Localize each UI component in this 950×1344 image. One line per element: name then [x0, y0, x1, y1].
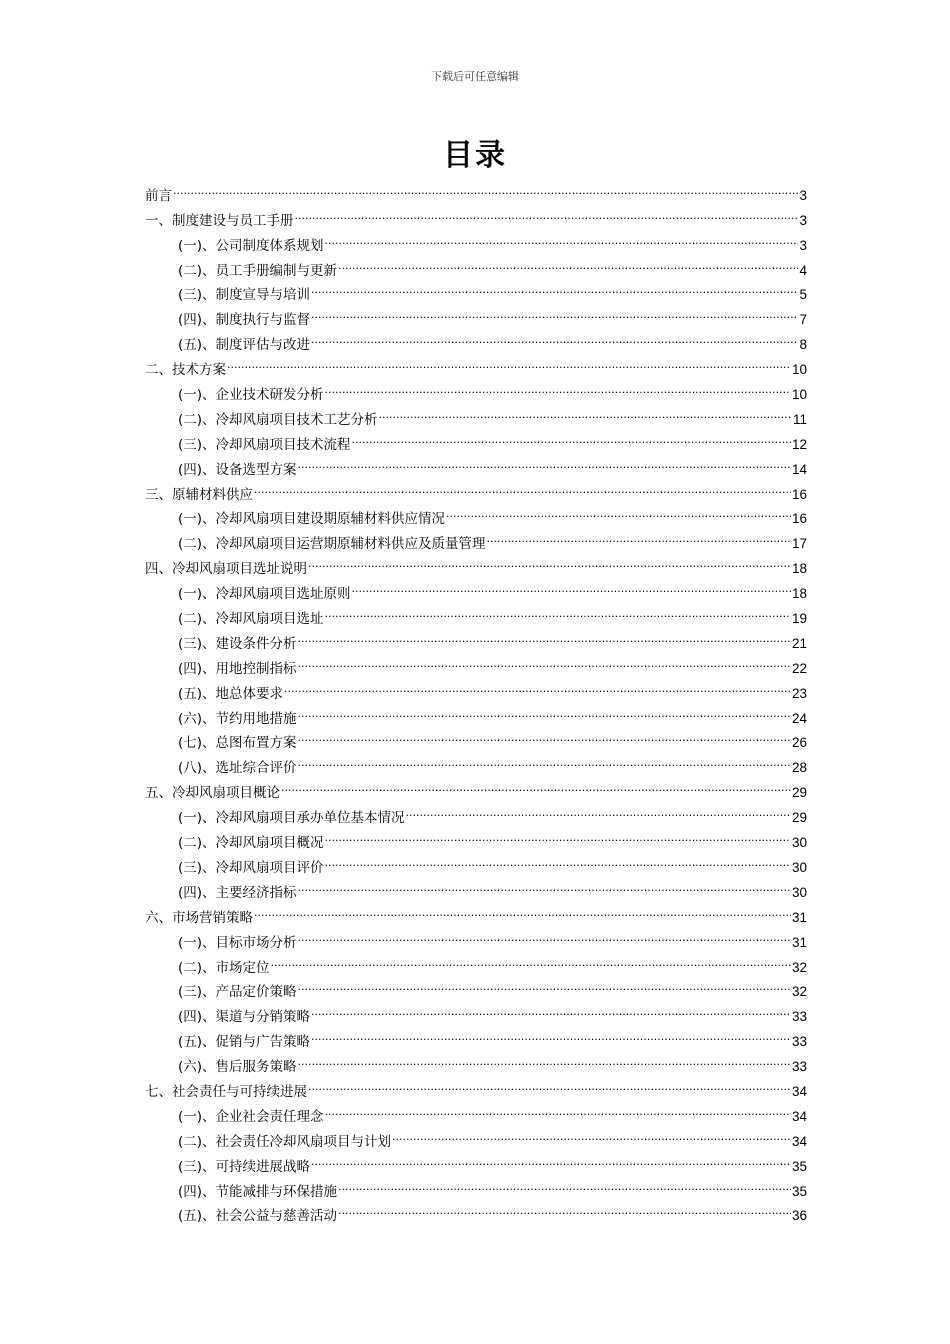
toc-entry[interactable] [145, 175, 807, 204]
toc-dot-leader [338, 1196, 791, 1221]
toc-entry-label: (二)、员工手册编制与更新 [178, 262, 338, 279]
toc-entry-label: 前言 [145, 187, 172, 204]
toc-entry-page-number: 33 [791, 1059, 807, 1075]
toc-entry-page-number: 17 [791, 536, 807, 552]
toc-entry-page-number: 35 [791, 1183, 807, 1199]
toc-entry-page-number: 3 [799, 237, 807, 253]
toc-entry-page-number: 22 [791, 660, 807, 676]
toc-dot-leader [295, 200, 799, 225]
toc-entry-label: (一)、公司制度体系规划 [178, 237, 324, 254]
toc-entry-page-number: 33 [791, 1034, 807, 1050]
toc-dot-leader [311, 299, 798, 324]
toc-entry-label: (四)、制度执行与监督 [178, 312, 311, 329]
toc-entry-label: (一)、企业社会责任理念 [178, 1108, 324, 1125]
toc-entry-page-number: 36 [791, 1208, 807, 1224]
toc-dot-leader [298, 747, 791, 772]
toc-entry-label: (三)、建设条件分析 [178, 635, 297, 652]
toc-entry-page-number: 32 [791, 984, 807, 1000]
toc-entry-label: 一、制度建设与员工手册 [145, 212, 294, 229]
toc-entry-page-number: 26 [791, 735, 807, 751]
toc-dot-leader [379, 399, 792, 424]
toc-entry-label: (八)、选址综合评价 [178, 760, 297, 777]
toc-entry-page-number: 7 [799, 312, 807, 328]
toc-entry-label: (三)、可持续进展战略 [178, 1158, 311, 1175]
toc-dot-leader [338, 250, 798, 275]
toc-entry-page-number: 18 [791, 586, 807, 602]
toc-entry-page-number: 30 [791, 835, 807, 851]
toc-entry-label: (一)、冷却风扇项目选址原则 [178, 586, 351, 603]
toc-dot-leader [311, 275, 798, 300]
toc-entry-label: (一)、冷却风扇项目承办单位基本情况 [178, 810, 405, 827]
toc-dot-leader [298, 1046, 791, 1071]
toc-entry-page-number: 31 [791, 934, 807, 950]
toc-entry-page-number: 34 [791, 1108, 807, 1124]
toc-dot-leader [308, 1071, 791, 1096]
toc-dot-leader [311, 1146, 791, 1171]
toc-entry-label: 六、市场营销策略 [145, 909, 253, 926]
toc-entry-label: (一)、企业技术研发分析 [178, 387, 324, 404]
toc-entry-label: 五、冷却风扇项目概论 [145, 785, 280, 802]
toc-dot-leader [325, 1096, 791, 1121]
toc-entry-label: 三、原辅材料供应 [145, 486, 253, 503]
toc-entry-label: (一)、冷却风扇项目建设期原辅材料供应情况 [178, 511, 446, 528]
toc-entry-page-number: 21 [791, 635, 807, 651]
toc-entry-label: (三)、制度宣导与培训 [178, 287, 311, 304]
toc-dot-leader [298, 922, 791, 947]
toc-entry-label: (二)、冷却风扇项目运营期原辅材料供应及质量管理 [178, 536, 486, 553]
toc-entry[interactable] [145, 200, 807, 229]
toc-entry-page-number: 3 [799, 212, 807, 228]
toc-entry-page-number: 28 [791, 760, 807, 776]
toc-entry-label: (二)、冷却风扇项目概况 [178, 835, 324, 852]
toc-entry-page-number: 12 [791, 436, 807, 452]
toc-entry-label: (二)、冷却风扇项目选址 [178, 611, 324, 628]
toc-entry-page-number: 4 [799, 262, 807, 278]
toc-entry-label: (四)、设备选型方案 [178, 461, 297, 478]
toc-title: 目录 [443, 138, 507, 173]
toc-dot-leader [325, 847, 791, 872]
toc-entry-page-number: 10 [791, 362, 807, 378]
toc-dot-leader [298, 872, 791, 897]
toc-entry-page-number: 10 [791, 387, 807, 403]
toc-entry-label: (六)、节约用地措施 [178, 710, 297, 727]
table-of-contents [145, 175, 807, 1225]
toc-entry-page-number: 32 [791, 959, 807, 975]
toc-entry-page-number: 34 [791, 1133, 807, 1149]
toc-entry-label: (四)、渠道与分销策略 [178, 1009, 311, 1026]
toc-entry[interactable] [145, 349, 807, 379]
toc-entry-label: (四)、用地控制指标 [178, 660, 297, 677]
toc-entry-label: (七)、总图布置方案 [178, 735, 297, 752]
toc-dot-leader [311, 996, 791, 1021]
toc-dot-leader [325, 225, 799, 250]
toc-dot-leader [298, 972, 791, 997]
toc-dot-leader [298, 698, 791, 723]
toc-entry-page-number: 5 [799, 287, 807, 303]
toc-entry-label: 二、技术方案 [145, 362, 226, 379]
toc-dot-leader [271, 947, 791, 972]
toc-entry-page-number: 16 [791, 486, 807, 502]
toc-entry-label: (五)、社会公益与慈善活动 [178, 1208, 338, 1225]
toc-entry-page-number: 16 [791, 511, 807, 527]
toc-dot-leader [281, 772, 791, 797]
toc-dot-leader [325, 822, 791, 847]
toc-dot-leader [352, 573, 791, 598]
toc-entry-page-number: 29 [791, 810, 807, 826]
toc-dot-leader [254, 474, 791, 499]
toc-entry-page-number: 14 [791, 461, 807, 477]
toc-entry-page-number: 23 [791, 685, 807, 701]
toc-entry-page-number: 30 [791, 884, 807, 900]
toc-entry-page-number: 34 [791, 1083, 807, 1099]
toc-dot-leader [298, 449, 791, 474]
toc-dot-leader [308, 548, 791, 573]
toc-entry-page-number: 8 [799, 337, 807, 353]
toc-dot-leader [487, 523, 791, 548]
toc-entry-label: (一)、目标市场分析 [178, 934, 297, 951]
toc-dot-leader [338, 1171, 791, 1196]
toc-entry-page-number: 33 [791, 1009, 807, 1025]
toc-dot-leader [227, 349, 791, 374]
toc-entry-label: (二)、社会责任冷却风扇项目与计划 [178, 1133, 392, 1150]
toc-entry-label: (五)、促销与广告策略 [178, 1034, 311, 1051]
toc-entry-page-number: 11 [792, 411, 807, 427]
toc-entry-page-number: 19 [791, 611, 807, 627]
toc-entry-label: (五)、制度评估与改进 [178, 337, 311, 354]
toc-entry-label: 七、社会责任与可持续进展 [145, 1083, 307, 1100]
toc-entry-label: (四)、节能减排与环保措施 [178, 1183, 338, 1200]
toc-entry-page-number: 18 [791, 561, 807, 577]
toc-dot-leader [284, 673, 791, 698]
toc-entry-label: (二)、市场定位 [178, 959, 270, 976]
toc-entry-page-number: 31 [791, 909, 807, 925]
toc-entry-page-number: 3 [799, 187, 807, 203]
toc-entry-label: (五)、地总体要求 [178, 685, 284, 702]
toc-entry-page-number: 24 [791, 710, 807, 726]
toc-entry-label: (三)、冷却风扇项目技术流程 [178, 436, 351, 453]
toc-entry-label: (三)、产品定价策略 [178, 984, 297, 1001]
page-header-note: 下载后可任意编辑 [431, 70, 519, 83]
toc-dot-leader [352, 424, 791, 449]
toc-entry-label: 四、冷却风扇项目选址说明 [145, 561, 307, 578]
toc-dot-leader [311, 1021, 791, 1046]
toc-dot-leader [298, 648, 791, 673]
toc-dot-leader [325, 374, 791, 399]
toc-entry-label: (六)、售后服务策略 [178, 1059, 297, 1076]
toc-dot-leader [298, 723, 791, 748]
toc-dot-leader [254, 897, 791, 922]
toc-entry-page-number: 35 [791, 1158, 807, 1174]
toc-dot-leader [325, 598, 791, 623]
toc-entry-page-number: 29 [791, 785, 807, 801]
toc-entry-page-number: 30 [791, 859, 807, 875]
toc-dot-leader [446, 499, 791, 524]
toc-dot-leader [406, 797, 791, 822]
toc-dot-leader [173, 175, 798, 200]
toc-entry-label: (三)、冷却风扇项目评价 [178, 859, 324, 876]
toc-dot-leader [298, 623, 791, 648]
toc-dot-leader [311, 324, 798, 349]
toc-entry-label: (二)、冷却风扇项目技术工艺分析 [178, 411, 378, 428]
toc-dot-leader [392, 1121, 791, 1146]
toc-entry-label: (四)、主要经济指标 [178, 884, 297, 901]
toc-entry[interactable] [145, 374, 807, 404]
